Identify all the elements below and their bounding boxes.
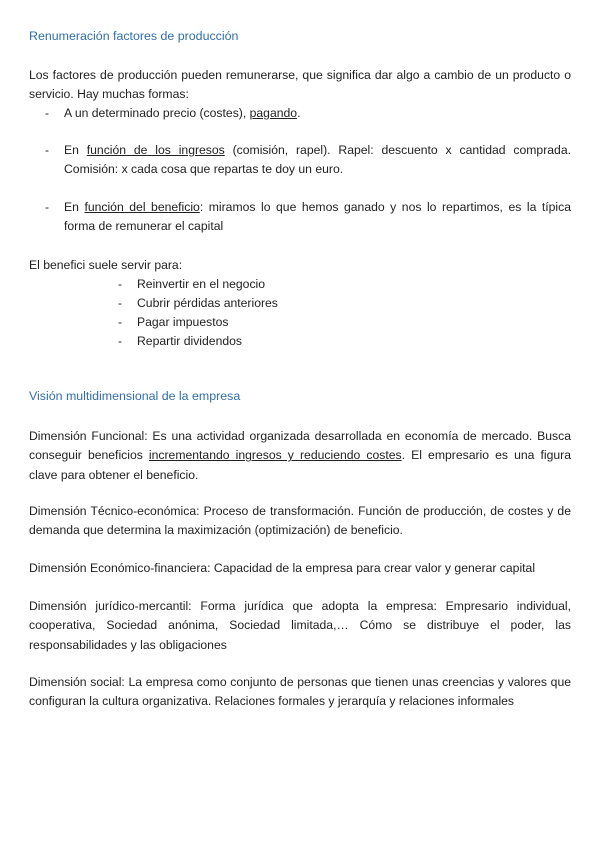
bullet-dash: - xyxy=(45,200,50,214)
underlined-term: función de los ingresos xyxy=(86,143,225,157)
underlined-term: función del beneficio xyxy=(84,200,200,214)
benefit-use-text: Cubrir pérdidas anteriores xyxy=(137,296,278,310)
section-heading-vision: Visión multidimensional de la empresa xyxy=(29,389,241,403)
bullet-text: : miramos lo que hemos ganado y nos lo repartimos, es la típica forma de remunerar el capital xyxy=(64,200,571,234)
bullet-item xyxy=(45,141,571,180)
underlined-term: incrementando ingresos y reduciendo costes xyxy=(148,448,402,463)
benefit-use-text: Pagar impuestos xyxy=(137,315,229,329)
bullet-text: (comisión, rapel). Rapel: descuento x cantidad comprada. Comisión: x cada cosa que repartas te doy un euro. xyxy=(64,143,571,177)
benefit-use-item xyxy=(118,332,242,351)
bullet-item xyxy=(45,198,571,237)
bullet-dash: - xyxy=(118,315,123,329)
bullet-dash: - xyxy=(118,277,123,291)
benefit-use-item xyxy=(118,275,265,294)
bullet-item xyxy=(45,104,571,123)
benefit-use-text: Reinvertir en el negocio xyxy=(137,277,266,291)
dimension-tecnico-economica: Dimensión Técnico-económica: Proceso de transformación. Función de producción, de costes y de demanda que determina la maximización (optimización) de beneficio. xyxy=(29,504,571,538)
dimension-social: Dimensión social: La empresa como conjunto de personas que tienen unas creencias y valores que configuran la cultura organizativa. Relaciones formales y jerarquía y relaciones informales xyxy=(29,675,571,709)
dimension-funcional xyxy=(29,427,571,485)
benefit-use-item xyxy=(118,294,278,313)
benefit-use-item xyxy=(118,313,228,332)
bullet-text: . xyxy=(297,106,301,120)
bullet-text: En xyxy=(64,143,87,157)
bullet-text: En xyxy=(64,200,85,214)
benefit-intro: El benefici suele servir para: xyxy=(29,258,183,272)
underlined-term: pagando xyxy=(249,106,298,120)
bullet-dash: - xyxy=(45,106,50,120)
paragraph-text: . El empresario es una figura clave para obtener el beneficio. xyxy=(29,448,572,482)
bullet-dash: - xyxy=(118,334,123,348)
paragraph-text: Dimensión Funcional: Es una actividad organizada desarrollada en economía de mercado. Busca conseguir beneficios xyxy=(29,429,571,463)
benefit-use-text: Repartir dividendos xyxy=(137,334,243,348)
bullet-dash: - xyxy=(45,143,50,157)
dimension-juridico-mercantil: Dimensión jurídico-mercantil: Forma jurídica que adopta la empresa: Empresario individual, cooperativa, Sociedad anónima, Sociedad limitada,… Cómo se distribuye el poder, las responsabilidades y las obligaciones xyxy=(29,599,571,652)
section-heading-remuneracion: Renumeración factores de producción xyxy=(29,29,239,43)
bullet-text: A un determinado precio (costes), xyxy=(64,106,250,120)
bullet-dash: - xyxy=(118,296,123,310)
intro-paragraph: Los factores de producción pueden remunerarse, que significa dar algo a cambio de un producto o servicio. Hay muchas formas: xyxy=(29,68,571,102)
dimension-economico-financiera: Dimensión Económico-financiera: Capacidad de la empresa para crear valor y generar capital xyxy=(29,561,536,575)
